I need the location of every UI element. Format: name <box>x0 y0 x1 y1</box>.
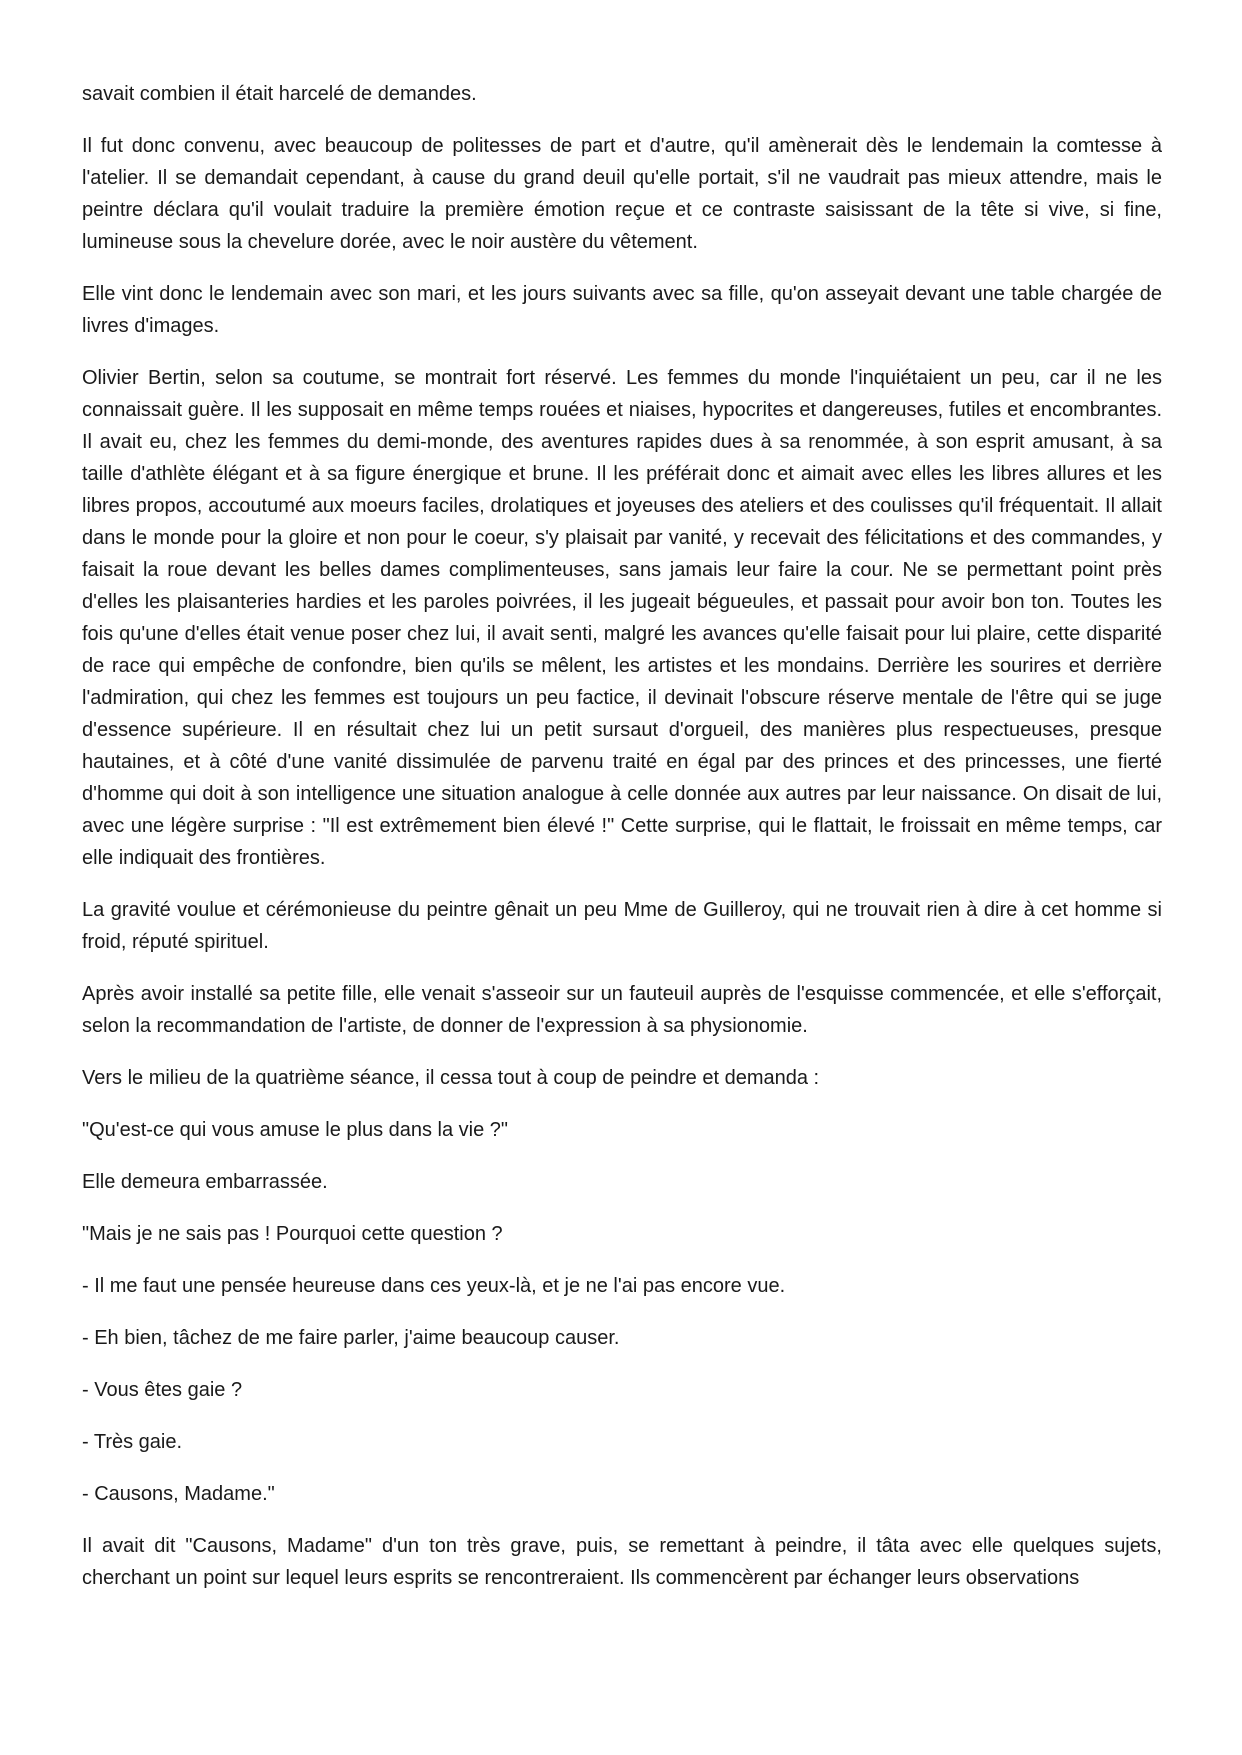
paragraph: Elle demeura embarrassée. <box>82 1171 328 1193</box>
paragraph: - Eh bien, tâchez de me faire parler, j'aime beaucoup causer. <box>82 1327 620 1349</box>
paragraph: Olivier Bertin, selon sa coutume, se montrait fort réservé. Les femmes du monde l'inquiétaient un peu, car il ne les connaissait guère. Il les supposait en même temps rouées et niaises, hypocrites et dangereuses, futiles et encombrantes. Il avait eu, chez les femmes du demi-monde, des aventures rapides dues à sa renommée, à son esprit amusant, à sa taille d'athlète élégant et à sa figure énergique et brune. Il les préférait donc et aimait avec elles les libres allures et les libres propos, accoutumé aux moeurs faciles, drolatiques et joyeuses des ateliers et des coulisses qu'il fréquentait. Il allait dans le monde pour la gloire et non pour le coeur, s'y plaisait par vanité, y recevait des félicitations et des commandes, y faisait la roue devant les belles dames complimenteuses, sans jamais leur faire la cour. Ne se permettant point près d'elles les plaisanteries hardies et les paroles poivrées, il les jugeait bégueules, et passait pour avoir bon ton. Toutes les fois qu'une d'elles était venue poser chez lui, il avait senti, malgré les avances qu'elle faisait pour lui plaire, cette disparité de race qui empêche de confondre, bien qu'ils se mêlent, les artistes et les mondains. Derrière les sourires et derrière l'admiration, qui chez les femmes est toujours un peu factice, il devinait l'obscure réserve mentale de l'être qui se juge d'essence supérieure. Il en résultait chez lui un petit sursaut d'orgueil, des manières plus respectueuses, presque hautaines, et à côté d'une vanité dissimulée de parvenu traité en égal par des princes et des princesses, une fierté d'homme qui doit à son intelligence une situation analogue à celle donnée aux autres par leur naissance. On disait de lui, avec une légère surprise : "Il est extrêmement bien élevé !" Cette surprise, qui le flattait, le froissait en même temps, car elle indiquait des frontières. <box>82 367 1162 869</box>
paragraph: "Mais je ne sais pas ! Pourquoi cette question ? <box>82 1223 503 1245</box>
document-page <box>82 78 1162 1614</box>
paragraph: - Très gaie. <box>82 1431 183 1453</box>
paragraph: Après avoir installé sa petite fille, elle venait s'asseoir sur un fauteuil auprès de l'esquisse commencée, et elle s'efforçait, selon la recommandation de l'artiste, de donner de l'expression à sa physionomie. <box>82 983 1162 1037</box>
paragraph: - Vous êtes gaie ? <box>82 1379 243 1401</box>
paragraph: La gravité voulue et cérémonieuse du peintre gênait un peu Mme de Guilleroy, qui ne trouvait rien à dire à cet homme si froid, réputé spirituel. <box>82 899 1162 953</box>
paragraph: - Causons, Madame." <box>82 1483 275 1505</box>
paragraph: savait combien il était harcelé de demandes. <box>82 83 477 105</box>
paragraph: Elle vint donc le lendemain avec son mari, et les jours suivants avec sa fille, qu'on asseyait devant une table chargée de livres d'images. <box>82 283 1162 337</box>
paragraph: Vers le milieu de la quatrième séance, il cessa tout à coup de peindre et demanda : <box>82 1067 820 1089</box>
paragraph: - Il me faut une pensée heureuse dans ces yeux-là, et je ne l'ai pas encore vue. <box>82 1275 786 1297</box>
paragraph: Il fut donc convenu, avec beaucoup de politesses de part et d'autre, qu'il amènerait dès le lendemain la comtesse à l'atelier. Il se demandait cependant, à cause du grand deuil qu'elle portait, s'il ne vaudrait pas mieux attendre, mais le peintre déclara qu'il voulait traduire la première émotion reçue et ce contraste saisissant de la tête si vive, si fine, lumineuse sous la chevelure dorée, avec le noir austère du vêtement. <box>82 135 1162 253</box>
paragraph: "Qu'est-ce qui vous amuse le plus dans la vie ?" <box>82 1119 509 1141</box>
paragraph: Il avait dit "Causons, Madame" d'un ton très grave, puis, se remettant à peindre, il tâta avec elle quelques sujets, cherchant un point sur lequel leurs esprits se rencontreraient. Ils commencèrent par échanger leurs observations <box>82 1535 1162 1589</box>
